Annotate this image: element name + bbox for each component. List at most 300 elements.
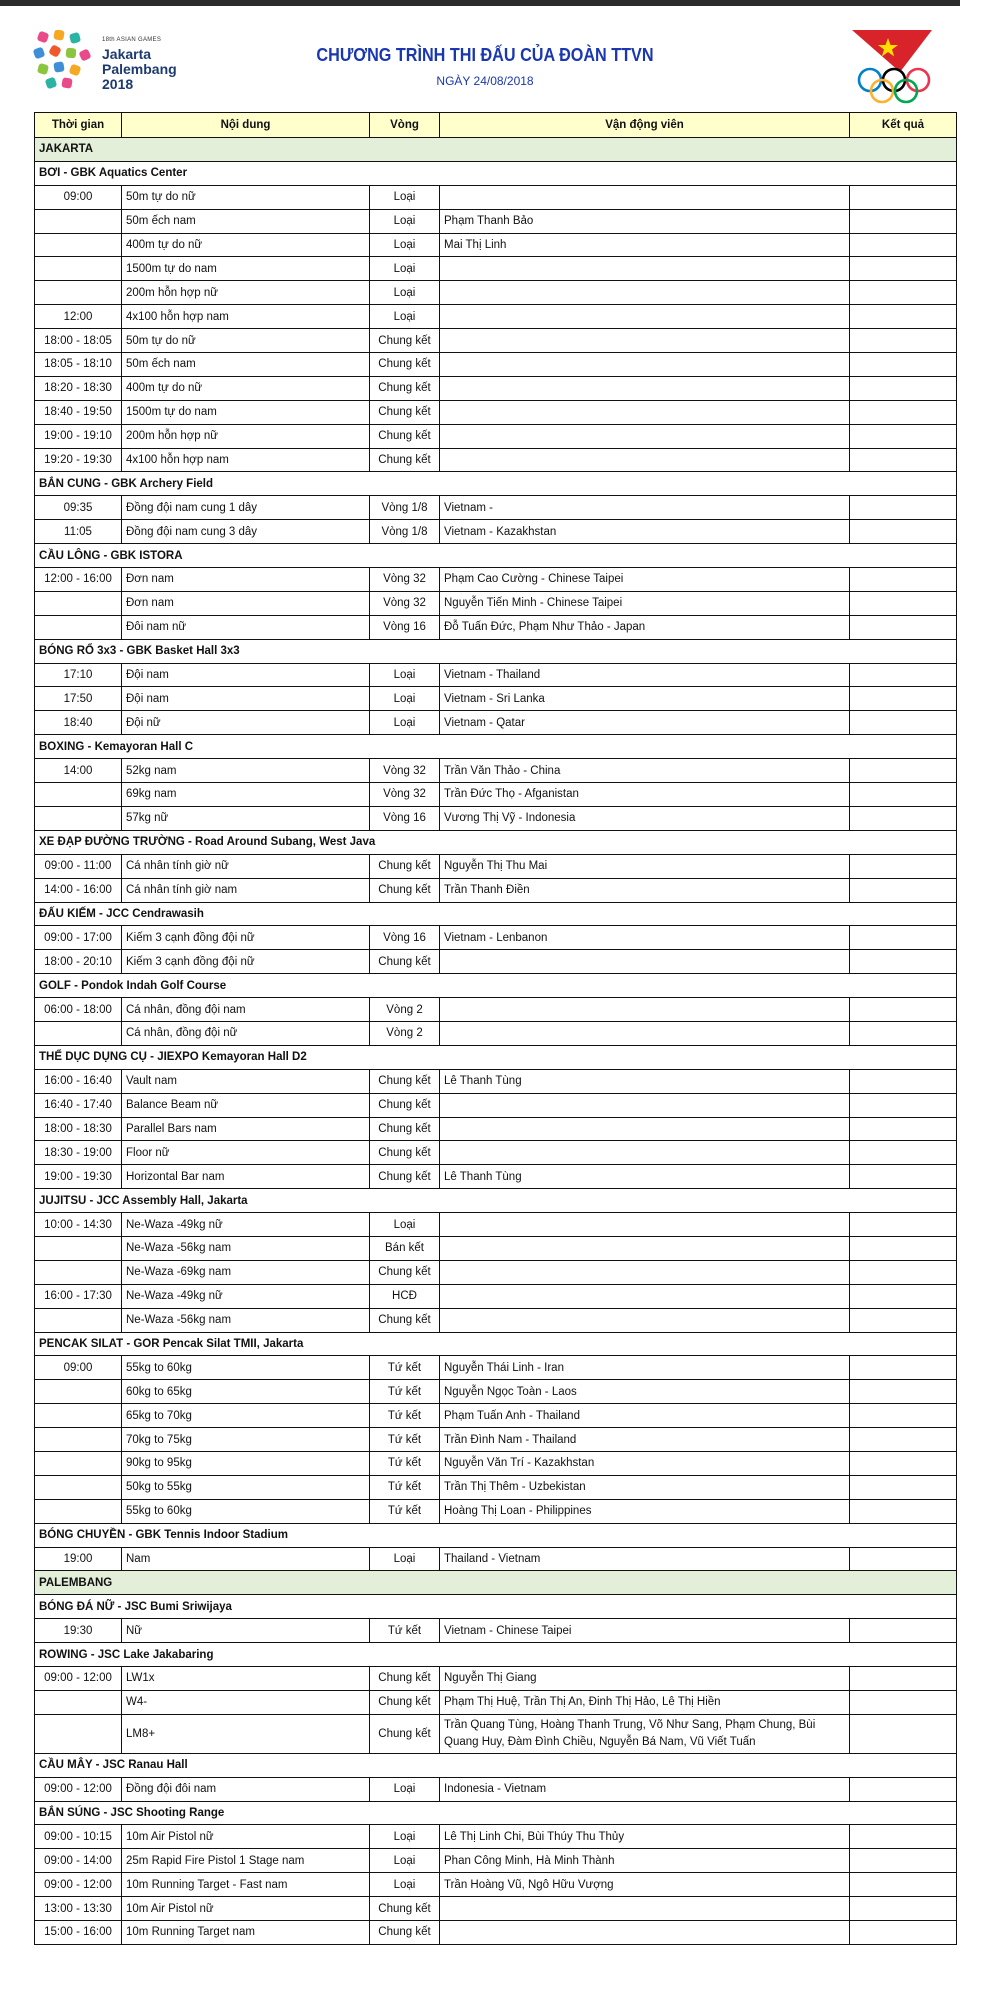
athlete-cell: Nguyễn Tiến Minh - Chinese Taipei xyxy=(440,591,850,615)
round-cell: Tứ kết xyxy=(370,1475,440,1499)
round-cell: Vòng 16 xyxy=(370,926,440,950)
time-cell: 16:00 - 16:40 xyxy=(35,1069,122,1093)
athlete-cell xyxy=(440,1284,850,1308)
table-row xyxy=(35,806,957,830)
event-cell: 10m Air Pistol nữ xyxy=(122,1897,370,1921)
result-cell xyxy=(850,305,957,329)
time-cell: 14:00 xyxy=(35,759,122,783)
athlete-cell: Vietnam - Qatar xyxy=(440,711,850,735)
sport-section-row xyxy=(35,639,957,663)
sport-section-row xyxy=(35,1801,957,1825)
event-cell: 52kg nam xyxy=(122,759,370,783)
event-cell: 50m tự do nữ xyxy=(122,329,370,353)
round-cell: Tứ kết xyxy=(370,1404,440,1428)
round-cell: Loại xyxy=(370,209,440,233)
sport-venue-label: JUJITSU - JCC Assembly Hall, Jakarta xyxy=(35,1189,957,1213)
result-cell xyxy=(850,1451,957,1475)
sport-section-row xyxy=(35,1523,957,1547)
result-cell xyxy=(850,1667,957,1691)
event-cell: 90kg to 95kg xyxy=(122,1451,370,1475)
time-cell xyxy=(35,1690,122,1714)
athlete-cell xyxy=(440,1093,850,1117)
round-cell: Vòng 16 xyxy=(370,615,440,639)
asian-games-logo xyxy=(32,30,182,90)
result-cell xyxy=(850,376,957,400)
round-cell: Chung kết xyxy=(370,1690,440,1714)
event-cell: W4- xyxy=(122,1690,370,1714)
event-cell: Floor nữ xyxy=(122,1141,370,1165)
round-cell: Loại xyxy=(370,687,440,711)
sport-section-row xyxy=(35,161,957,185)
round-cell: Chung kết xyxy=(370,1117,440,1141)
time-cell: 19:30 xyxy=(35,1619,122,1643)
time-cell: 12:00 - 16:00 xyxy=(35,568,122,592)
round-cell: Chung kết xyxy=(370,353,440,377)
result-cell xyxy=(850,1499,957,1523)
sport-venue-label: BẮN CUNG - GBK Archery Field xyxy=(35,472,957,496)
page-date: NGÀY 24/08/2018 xyxy=(436,74,534,88)
round-cell: Loại xyxy=(370,1777,440,1801)
time-cell: 10:00 - 14:30 xyxy=(35,1213,122,1237)
result-cell xyxy=(850,353,957,377)
table-row xyxy=(35,496,957,520)
athlete-cell xyxy=(440,1260,850,1284)
result-cell xyxy=(850,1897,957,1921)
round-cell: Loại xyxy=(370,305,440,329)
city-label: PALEMBANG xyxy=(35,1571,957,1595)
sport-venue-label: GOLF - Pondok Indah Golf Course xyxy=(35,974,957,998)
table-row xyxy=(35,329,957,353)
athlete-cell xyxy=(440,305,850,329)
event-cell: Nam xyxy=(122,1547,370,1571)
round-cell: Tứ kết xyxy=(370,1380,440,1404)
round-cell: Loại xyxy=(370,1849,440,1873)
round-cell: Vòng 2 xyxy=(370,998,440,1022)
round-cell: Tứ kết xyxy=(370,1619,440,1643)
event-cell: Ne-Waza -56kg nam xyxy=(122,1308,370,1332)
round-cell: Chung kết xyxy=(370,1714,440,1753)
athlete-cell: Trần Quang Tùng, Hoàng Thanh Trung, Võ Như Sang, Phạm Chung, Bùi Quang Huy, Đàm Đình Chiều, Nguyễn Bá Nam, Vũ Viết Tuấn xyxy=(440,1714,850,1753)
result-cell xyxy=(850,1714,957,1753)
round-cell: Bán kết xyxy=(370,1236,440,1260)
athlete-cell: Vương Thị Vỹ - Indonesia xyxy=(440,806,850,830)
time-cell xyxy=(35,783,122,807)
table-row xyxy=(35,783,957,807)
event-cell: Kiếm 3 cạnh đồng đội nữ xyxy=(122,950,370,974)
time-cell xyxy=(35,209,122,233)
table-row xyxy=(35,353,957,377)
round-cell: Vòng 16 xyxy=(370,806,440,830)
table-row xyxy=(35,568,957,592)
athlete-cell xyxy=(440,998,850,1022)
sport-section-row xyxy=(35,830,957,854)
athlete-cell xyxy=(440,1308,850,1332)
table-row xyxy=(35,759,957,783)
time-cell: 09:00 - 10:15 xyxy=(35,1825,122,1849)
event-cell: Ne-Waza -69kg nam xyxy=(122,1260,370,1284)
table-row xyxy=(35,448,957,472)
table-row xyxy=(35,305,957,329)
result-cell xyxy=(850,424,957,448)
athlete-cell: Vietnam - Sri Lanka xyxy=(440,687,850,711)
table-row xyxy=(35,1093,957,1117)
table-row xyxy=(35,1873,957,1897)
time-cell xyxy=(35,1475,122,1499)
athlete-cell: Phạm Cao Cường - Chinese Taipei xyxy=(440,568,850,592)
result-cell xyxy=(850,615,957,639)
result-cell xyxy=(850,1690,957,1714)
result-cell xyxy=(850,950,957,974)
athlete-cell: Nguyễn Thị Giang xyxy=(440,1667,850,1691)
athlete-cell: Nguyễn Ngọc Toàn - Laos xyxy=(440,1380,850,1404)
time-cell xyxy=(35,1714,122,1753)
time-cell: 17:50 xyxy=(35,687,122,711)
column-header-round: Vòng xyxy=(370,113,440,138)
result-cell xyxy=(850,281,957,305)
table-row xyxy=(35,1714,957,1753)
athlete-cell: Đỗ Tuấn Đức, Phạm Như Thảo - Japan xyxy=(440,615,850,639)
table-row xyxy=(35,1117,957,1141)
event-cell: 57kg nữ xyxy=(122,806,370,830)
time-cell: 12:00 xyxy=(35,305,122,329)
sport-section-row xyxy=(35,1189,957,1213)
event-cell: Đồng đội nam cung 1 dây xyxy=(122,496,370,520)
event-cell: Đội nam xyxy=(122,687,370,711)
event-cell: 69kg nam xyxy=(122,783,370,807)
athlete-cell xyxy=(440,1921,850,1945)
table-row xyxy=(35,1260,957,1284)
time-cell: 09:35 xyxy=(35,496,122,520)
time-cell: 19:00 - 19:10 xyxy=(35,424,122,448)
result-cell xyxy=(850,1380,957,1404)
table-row xyxy=(35,1547,957,1571)
event-cell: Ne-Waza -49kg nữ xyxy=(122,1213,370,1237)
time-cell: 16:00 - 17:30 xyxy=(35,1284,122,1308)
athlete-cell: Nguyễn Thị Thu Mai xyxy=(440,854,850,878)
event-cell: 50m ếch nam xyxy=(122,209,370,233)
event-cell: Đồng đội đôi nam xyxy=(122,1777,370,1801)
result-cell xyxy=(850,257,957,281)
sport-section-row xyxy=(35,974,957,998)
athlete-cell xyxy=(440,448,850,472)
result-cell xyxy=(850,1165,957,1189)
athlete-cell xyxy=(440,1141,850,1165)
time-cell: 09:00 xyxy=(35,185,122,209)
athlete-cell xyxy=(440,1897,850,1921)
sport-venue-label: THỂ DỤC DỤNG CỤ - JIEXPO Kemayoran Hall D2 xyxy=(35,1045,957,1069)
table-row xyxy=(35,1284,957,1308)
event-cell: 1500m tự do nam xyxy=(122,257,370,281)
logo-small-text: 18th ASIAN GAMES xyxy=(102,37,162,43)
event-cell: 50kg to 55kg xyxy=(122,1475,370,1499)
table-header-row xyxy=(35,113,957,138)
athlete-cell: Mai Thị Linh xyxy=(440,233,850,257)
logo-line-1: Jakarta xyxy=(102,46,152,62)
round-cell: Chung kết xyxy=(370,1141,440,1165)
result-cell xyxy=(850,783,957,807)
time-cell xyxy=(35,1308,122,1332)
time-cell: 19:00 xyxy=(35,1547,122,1571)
round-cell: Vòng 2 xyxy=(370,1021,440,1045)
event-cell: Cá nhân, đồng đội nam xyxy=(122,998,370,1022)
result-cell xyxy=(850,1069,957,1093)
table-row xyxy=(35,1619,957,1643)
time-cell: 18:05 - 18:10 xyxy=(35,353,122,377)
result-cell xyxy=(850,1921,957,1945)
round-cell: Vòng 1/8 xyxy=(370,496,440,520)
table-row xyxy=(35,376,957,400)
table-row xyxy=(35,424,957,448)
sport-section-row xyxy=(35,1332,957,1356)
round-cell: Chung kết xyxy=(370,400,440,424)
time-cell: 09:00 - 17:00 xyxy=(35,926,122,950)
sport-venue-label: PENCAK SILAT - GOR Pencak Silat TMII, Jakarta xyxy=(35,1332,957,1356)
athlete-cell xyxy=(440,329,850,353)
result-cell xyxy=(850,1356,957,1380)
sport-section-row xyxy=(35,544,957,568)
sport-section-row xyxy=(35,735,957,759)
time-cell: 17:10 xyxy=(35,663,122,687)
time-cell xyxy=(35,591,122,615)
table-row xyxy=(35,1213,957,1237)
round-cell: Loại xyxy=(370,233,440,257)
sport-section-row xyxy=(35,472,957,496)
result-cell xyxy=(850,233,957,257)
athlete-cell: Vietnam - Lenbanon xyxy=(440,926,850,950)
athlete-cell: Phan Công Minh, Hà Minh Thành xyxy=(440,1849,850,1873)
athlete-cell: Vietnam - Kazakhstan xyxy=(440,520,850,544)
event-cell: 50m tự do nữ xyxy=(122,185,370,209)
time-cell: 11:05 xyxy=(35,520,122,544)
round-cell: Chung kết xyxy=(370,1667,440,1691)
time-cell xyxy=(35,1380,122,1404)
event-cell: Đội nữ xyxy=(122,711,370,735)
table-row xyxy=(35,1380,957,1404)
table-row xyxy=(35,1141,957,1165)
result-cell xyxy=(850,1873,957,1897)
sport-venue-label: ĐẤU KIẾM - JCC Cendrawasih xyxy=(35,902,957,926)
round-cell: Chung kết xyxy=(370,1308,440,1332)
athlete-cell: Trần Thanh Điền xyxy=(440,878,850,902)
athlete-cell: Nguyễn Văn Trí - Kazakhstan xyxy=(440,1451,850,1475)
table-row xyxy=(35,1825,957,1849)
table-row xyxy=(35,950,957,974)
table-row xyxy=(35,1849,957,1873)
round-cell: Chung kết xyxy=(370,1260,440,1284)
round-cell: Chung kết xyxy=(370,1093,440,1117)
time-cell xyxy=(35,1404,122,1428)
round-cell: Chung kết xyxy=(370,424,440,448)
athlete-cell: Trần Thị Thêm - Uzbekistan xyxy=(440,1475,850,1499)
table-row xyxy=(35,209,957,233)
result-cell xyxy=(850,1619,957,1643)
time-cell xyxy=(35,615,122,639)
time-cell: 19:00 - 19:30 xyxy=(35,1165,122,1189)
result-cell xyxy=(850,1117,957,1141)
result-cell xyxy=(850,998,957,1022)
event-cell: 200m hỗn hợp nữ xyxy=(122,281,370,305)
event-cell: LM8+ xyxy=(122,1714,370,1753)
time-cell: 18:20 - 18:30 xyxy=(35,376,122,400)
time-cell xyxy=(35,257,122,281)
table-row xyxy=(35,1690,957,1714)
event-cell: 4x100 hỗn hợp nam xyxy=(122,305,370,329)
table-row xyxy=(35,1777,957,1801)
round-cell: Chung kết xyxy=(370,878,440,902)
athlete-cell: Trần Đức Thọ - Afganistan xyxy=(440,783,850,807)
athlete-cell xyxy=(440,185,850,209)
athlete-cell xyxy=(440,1117,850,1141)
event-cell: Kiếm 3 cạnh đồng đội nữ xyxy=(122,926,370,950)
round-cell: Chung kết xyxy=(370,950,440,974)
athlete-cell: Trần Đình Nam - Thailand xyxy=(440,1428,850,1452)
athlete-cell xyxy=(440,950,850,974)
result-cell xyxy=(850,806,957,830)
time-cell: 18:30 - 19:00 xyxy=(35,1141,122,1165)
event-cell: Đội nam xyxy=(122,663,370,687)
round-cell: Vòng 32 xyxy=(370,568,440,592)
top-bar xyxy=(0,0,960,6)
result-cell xyxy=(850,591,957,615)
city-label: JAKARTA xyxy=(35,138,957,162)
sport-venue-label: ROWING - JSC Lake Jakabaring xyxy=(35,1643,957,1667)
page-title: CHƯƠNG TRÌNH THI ĐẤU CỦA ĐOÀN TTVN xyxy=(316,45,654,65)
table-row xyxy=(35,520,957,544)
sport-venue-label: BÓNG RỔ 3x3 - GBK Basket Hall 3x3 xyxy=(35,639,957,663)
result-cell xyxy=(850,496,957,520)
schedule-table xyxy=(34,112,957,1945)
result-cell xyxy=(850,663,957,687)
result-cell xyxy=(850,1260,957,1284)
event-cell: 70kg to 75kg xyxy=(122,1428,370,1452)
event-cell: Ne-Waza -49kg nữ xyxy=(122,1284,370,1308)
time-cell: 18:00 - 20:10 xyxy=(35,950,122,974)
athlete-cell xyxy=(440,1021,850,1045)
table-row xyxy=(35,878,957,902)
time-cell xyxy=(35,1428,122,1452)
table-row xyxy=(35,257,957,281)
table-row xyxy=(35,711,957,735)
result-cell xyxy=(850,1141,957,1165)
logo-line-2: Palembang xyxy=(102,61,177,77)
event-cell: LW1x xyxy=(122,1667,370,1691)
table-row xyxy=(35,281,957,305)
round-cell: Loại xyxy=(370,663,440,687)
event-cell: Ne-Waza -56kg nam xyxy=(122,1236,370,1260)
time-cell: 06:00 - 18:00 xyxy=(35,998,122,1022)
time-cell xyxy=(35,1236,122,1260)
round-cell: Chung kết xyxy=(370,1897,440,1921)
table-row xyxy=(35,1308,957,1332)
result-cell xyxy=(850,1021,957,1045)
sport-venue-label: BƠI - GBK Aquatics Center xyxy=(35,161,957,185)
table-row xyxy=(35,1451,957,1475)
logo-line-3: 2018 xyxy=(102,76,134,92)
round-cell: Tứ kết xyxy=(370,1499,440,1523)
event-cell: 55kg to 60kg xyxy=(122,1499,370,1523)
asian-games-emblem-icon xyxy=(32,30,94,92)
result-cell xyxy=(850,1777,957,1801)
table-row xyxy=(35,400,957,424)
time-cell xyxy=(35,233,122,257)
athlete-cell: Indonesia - Vietnam xyxy=(440,1777,850,1801)
table-row xyxy=(35,687,957,711)
table-row xyxy=(35,1499,957,1523)
table-row xyxy=(35,1667,957,1691)
event-cell: 25m Rapid Fire Pistol 1 Stage nam xyxy=(122,1849,370,1873)
logo-text xyxy=(102,34,177,92)
result-cell xyxy=(850,687,957,711)
athlete-cell: Phạm Thị Huệ, Trần Thị An, Đinh Thị Hảo, Lê Thị Hiền xyxy=(440,1690,850,1714)
sport-venue-label: CẦU MÂY - JSC Ranau Hall xyxy=(35,1753,957,1777)
round-cell: Tứ kết xyxy=(370,1451,440,1475)
sport-venue-label: XE ĐẠP ĐƯỜNG TRƯỜNG - Road Around Subang, West Java xyxy=(35,830,957,854)
athlete-cell xyxy=(440,353,850,377)
time-cell: 15:00 - 16:00 xyxy=(35,1921,122,1945)
event-cell: 400m tự do nữ xyxy=(122,233,370,257)
event-cell: 4x100 hỗn hợp nam xyxy=(122,448,370,472)
event-cell: 400m tự do nữ xyxy=(122,376,370,400)
result-cell xyxy=(850,1308,957,1332)
table-row xyxy=(35,1404,957,1428)
athlete-cell: Lê Thanh Tùng xyxy=(440,1165,850,1189)
column-header-result: Kết quả xyxy=(850,113,957,138)
table-row xyxy=(35,1428,957,1452)
athlete-cell xyxy=(440,1213,850,1237)
athlete-cell xyxy=(440,424,850,448)
result-cell xyxy=(850,1547,957,1571)
athlete-cell: Lê Thanh Tùng xyxy=(440,1069,850,1093)
round-cell: Vòng 1/8 xyxy=(370,520,440,544)
time-cell: 18:00 - 18:05 xyxy=(35,329,122,353)
sport-section-row xyxy=(35,1753,957,1777)
result-cell xyxy=(850,1213,957,1237)
result-cell xyxy=(850,1284,957,1308)
table-row xyxy=(35,926,957,950)
athlete-cell: Trần Văn Thảo - China xyxy=(440,759,850,783)
event-cell: Đồng đội nam cung 3 dây xyxy=(122,520,370,544)
time-cell: 18:40 xyxy=(35,711,122,735)
event-cell: Parallel Bars nam xyxy=(122,1117,370,1141)
event-cell: 55kg to 60kg xyxy=(122,1356,370,1380)
sport-venue-label: BÓNG CHUYỀN - GBK Tennis Indoor Stadium xyxy=(35,1523,957,1547)
event-cell: Cá nhân tính giờ nam xyxy=(122,878,370,902)
event-cell: 10m Running Target - Fast nam xyxy=(122,1873,370,1897)
column-header-athlete: Vận động viên xyxy=(440,113,850,138)
result-cell xyxy=(850,520,957,544)
round-cell: Vòng 32 xyxy=(370,759,440,783)
event-cell: Balance Beam nữ xyxy=(122,1093,370,1117)
round-cell: Loại xyxy=(370,257,440,281)
event-cell: 60kg to 65kg xyxy=(122,1380,370,1404)
athlete-cell xyxy=(440,1236,850,1260)
time-cell xyxy=(35,1499,122,1523)
result-cell xyxy=(850,1428,957,1452)
table-row xyxy=(35,1069,957,1093)
round-cell: Loại xyxy=(370,1547,440,1571)
round-cell: Loại xyxy=(370,281,440,305)
athlete-cell xyxy=(440,257,850,281)
result-cell xyxy=(850,854,957,878)
time-cell: 18:40 - 19:50 xyxy=(35,400,122,424)
result-cell xyxy=(850,711,957,735)
round-cell: Chung kết xyxy=(370,854,440,878)
round-cell: Tứ kết xyxy=(370,1428,440,1452)
time-cell xyxy=(35,1260,122,1284)
olympic-committee-flag-icon xyxy=(850,28,940,108)
athlete-cell: Phạm Thanh Bảo xyxy=(440,209,850,233)
table-row xyxy=(35,233,957,257)
